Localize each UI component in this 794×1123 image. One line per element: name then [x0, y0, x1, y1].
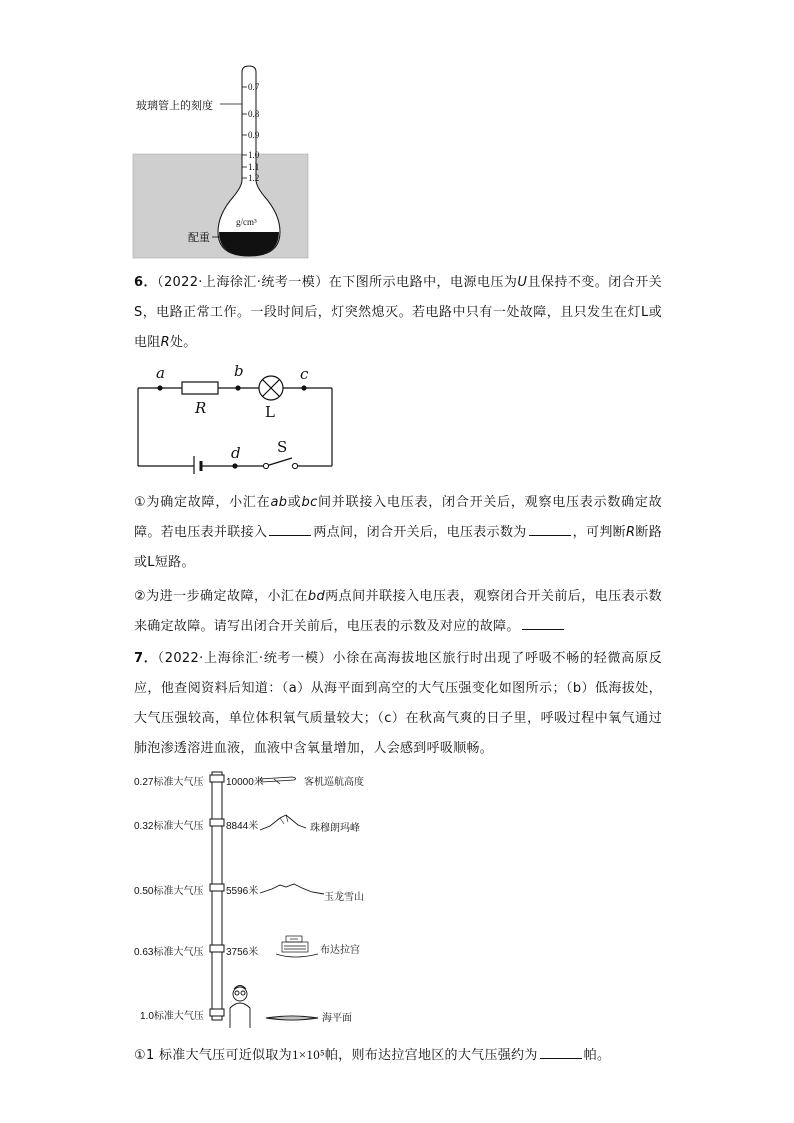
q6-sub2-bd: bd — [307, 589, 325, 604]
q6-sub1-text-b: 间并联接入电压表，闭合开关后，观察电压表示数确定故障。若电压表并联接入 — [134, 495, 662, 540]
unit-label: g/cm³ — [236, 217, 257, 227]
pressure-label-1: 0.32标准大气压 — [134, 821, 204, 832]
tick-label-1: 0.8 — [248, 109, 260, 119]
q7-number: 7． — [134, 651, 158, 666]
q6-text1: 在下图所示电路中，电源电压为 — [328, 275, 518, 290]
place-label-0: 客机巡航高度 — [304, 777, 364, 788]
q6-sub1 — [134, 488, 662, 578]
q7-sub1-text-c: 帕。 — [583, 1048, 611, 1063]
answer-blank-2[interactable] — [529, 523, 571, 536]
q6-sub1-or: 或 — [287, 495, 302, 510]
q6-sub1-text-c: 两点间，闭合开关后，电压表示数为 — [313, 525, 527, 540]
answer-blank-4[interactable] — [540, 1046, 582, 1059]
place-label-2: 玉龙雪山 — [324, 892, 364, 903]
pressure-label-2: 0.50标准大气压 — [134, 886, 204, 897]
tick-label-2: 0.9 — [248, 130, 260, 140]
tick-label-3: 1.0 — [248, 150, 260, 160]
q6-sub1-text-e: 断路或L短路。 — [134, 525, 662, 570]
q7-source: （2022·上海徐汇·统考一模） — [157, 651, 333, 666]
node-c: c — [300, 365, 309, 383]
node-a: a — [156, 364, 165, 382]
node-d: d — [231, 444, 241, 462]
q6-sub2-text-a: ②为进一步确定故障，小汇在 — [134, 589, 308, 604]
q7-sub1 — [134, 1040, 662, 1071]
q6-number: 6． — [134, 275, 157, 290]
hydrometer-drawing — [130, 62, 310, 262]
place-label-4: 海平面 — [322, 1013, 352, 1024]
q6-sub1-bc: bc — [301, 495, 318, 510]
q6-sub1-text-d: ，可判断 — [572, 525, 626, 540]
q6-text2: 且保持不变。闭合开关S，电路正常工作。一段时间后，灯突然熄灭。若电路中只有一处故障，且只发生在灯L或电阻 — [134, 275, 662, 350]
q6-text3: 处。 — [169, 335, 197, 350]
circuit-diagram — [134, 362, 338, 474]
q7-sub1-text-a: ①1 标准大气压可近似取为 — [134, 1048, 292, 1063]
pressure-label-0: 0.27标准大气压 — [134, 777, 204, 788]
answer-blank-3[interactable] — [522, 617, 564, 630]
place-label-3: 布达拉宫 — [320, 945, 360, 956]
height-label-0: 10000米 — [226, 777, 264, 788]
q6-sub2-text-b: 两点间并联接入电压表，观察闭合开关前后，电压表示数来确定故障。请写出闭合开关前后，电压表的示数及对应的故障。 — [134, 589, 662, 634]
q6-sub1-ab: ab — [270, 495, 288, 510]
q7-stem — [134, 644, 662, 764]
height-label-2: 5596米 — [226, 886, 259, 897]
node-b: b — [234, 362, 244, 380]
q6-sub1-text-a: ①为确定故障，小汇在 — [134, 495, 271, 510]
scale-caption: 玻璃管上的刻度 — [136, 100, 213, 112]
place-label-1: 珠穆朗玛峰 — [310, 823, 360, 834]
height-label-3: 3756米 — [226, 947, 259, 958]
q6-source: （2022·上海徐汇·统考一模） — [157, 275, 329, 290]
q6-sub1-R: R — [625, 525, 636, 540]
q6-U: U — [517, 275, 528, 290]
q7-sub1-value: 1×10⁵ — [291, 1047, 325, 1062]
pressure-label-4: 1.0标准大气压 — [140, 1011, 204, 1022]
height-label-1: 8844米 — [226, 821, 259, 832]
q6-stem — [134, 268, 662, 358]
tick-label-4: 1.1 — [248, 162, 260, 172]
answer-blank-1[interactable] — [269, 523, 311, 536]
hydrometer-figure — [130, 62, 310, 262]
q7-sub1-text-b: 帕，则布达拉宫地区的大气压强约为 — [324, 1048, 538, 1063]
switch-label: S — [277, 438, 288, 456]
altitude-figure — [134, 768, 394, 1028]
q6-sub2 — [134, 582, 662, 642]
tick-label-5: 1.2 — [248, 173, 260, 183]
lamp-label: L — [265, 403, 275, 421]
weight-caption: 配重 — [188, 232, 210, 244]
q7-text: 小徐在高海拔地区旅行时出现了呼吸不畅的轻微高原反应，他查阅资料后知道：（a）从海平面到高空的大气压强变化如图所示；（b）低海拔处，大气压强较高，单位体积氧气质量较大；（c）在秋高气爽的日子里，呼吸过程中氧气通过肺泡渗透溶进血液，血液中含氧量增加，人会感到呼吸顺畅。 — [134, 651, 662, 756]
resistor-label: R — [195, 399, 207, 417]
tick-label-0: 0.7 — [248, 82, 260, 92]
pressure-label-3: 0.63标准大气压 — [134, 947, 204, 958]
q6-R: R — [160, 335, 170, 350]
